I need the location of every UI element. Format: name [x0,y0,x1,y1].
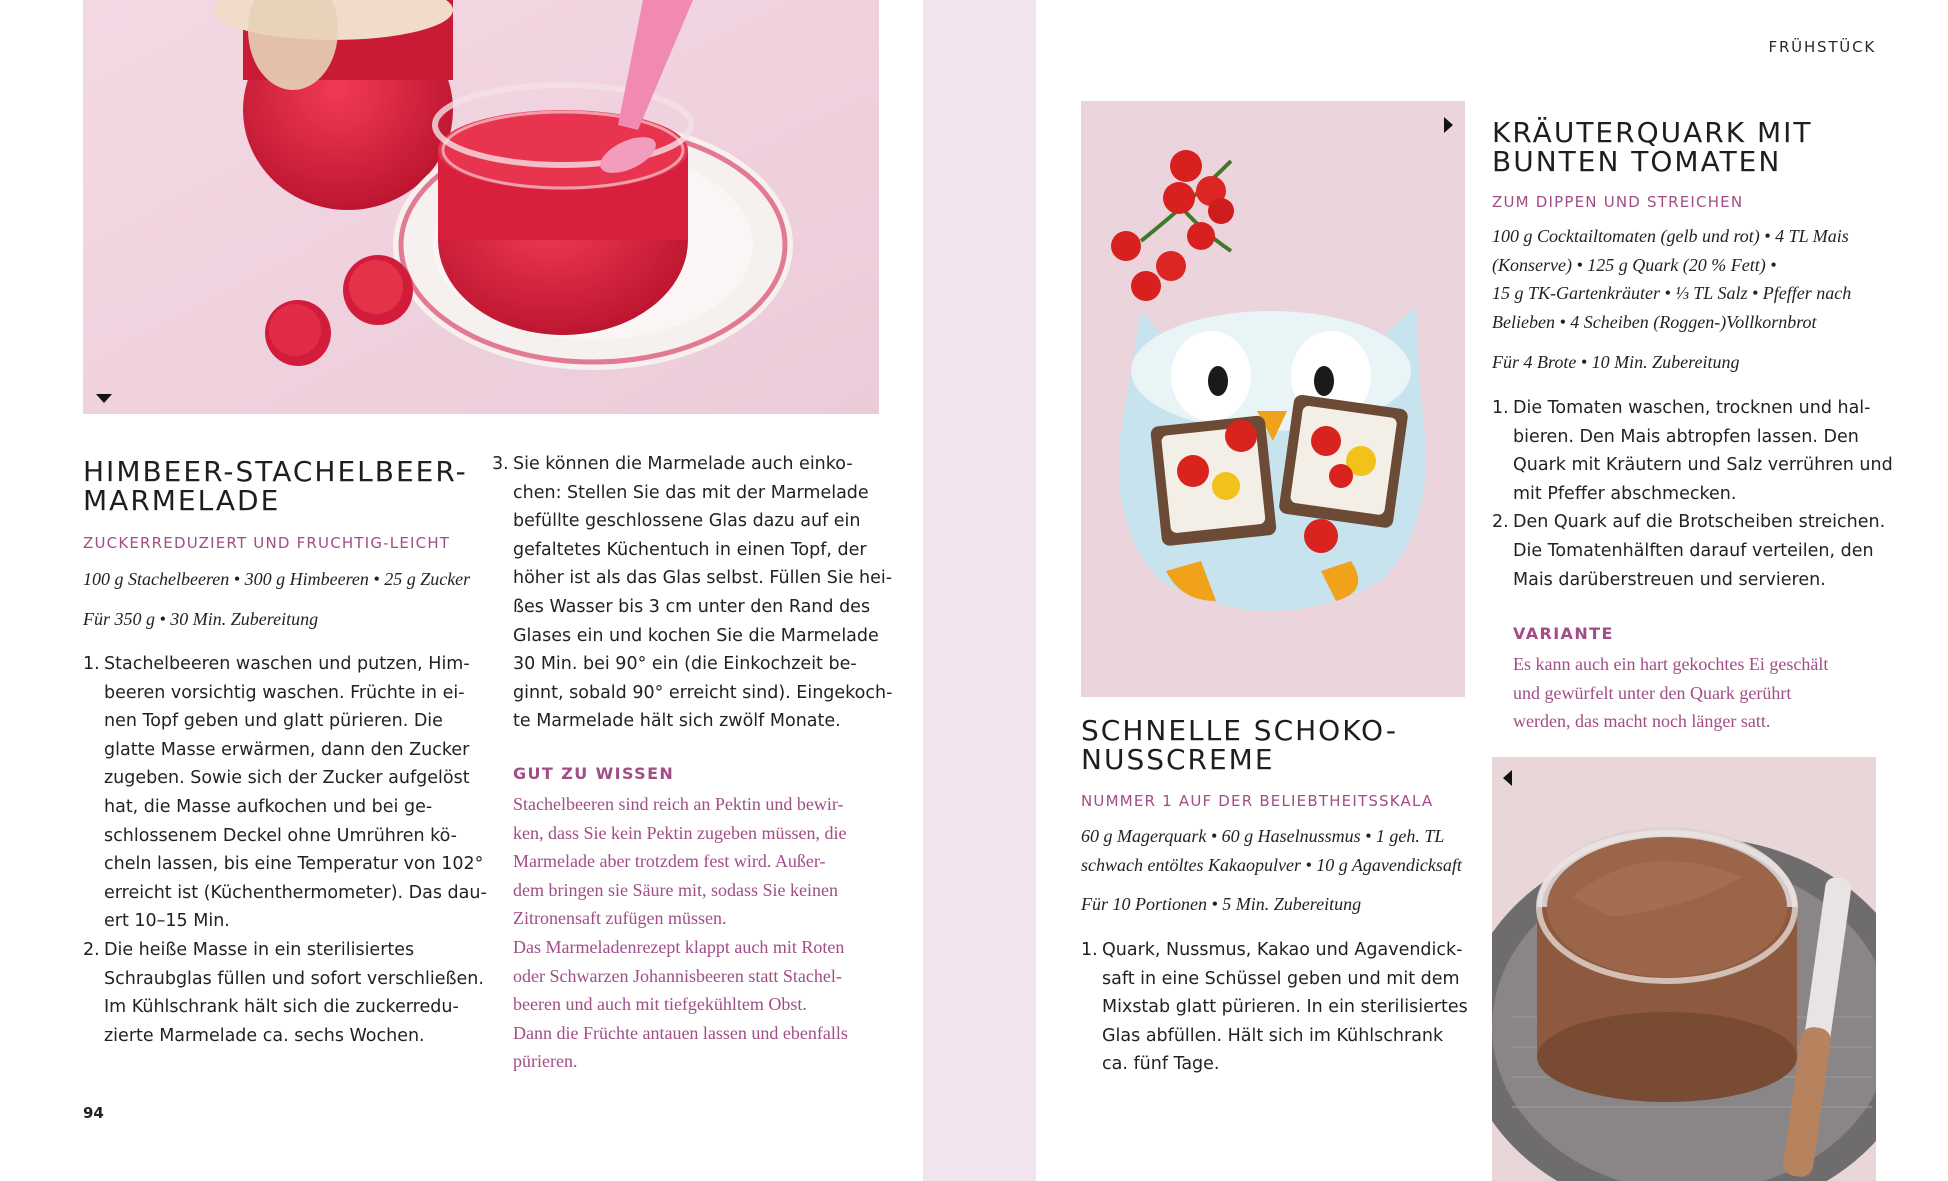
recipe-subtitle-himbeer: ZUCKERREDUZIERT UND FRUCHTIG-LEICHT [83,534,451,552]
yield-info-kraeuterquark: Für 4 Brote • 10 Min. Zubereitung [1492,352,1740,372]
ingredient-line: Belieben • 4 Scheiben (Roggen-)Vollkornbrot [1492,311,1817,332]
ingredient-list-schokonusscreme [1081,822,1462,879]
recipe-steps-himbeer-continued [492,450,892,736]
step-line: Quark, Nussmus, Kakao und Agavendick- [1102,940,1463,960]
page-number: 94 [83,1104,104,1122]
step-line: Glases ein und kochen Sie die Marmelade [513,625,879,646]
title-line: HIMBEER-STACHELBEER- [83,455,468,488]
tip-line: Das Marmeladenrezept klappt auch mit Roten [513,936,845,957]
recipe-steps-himbeer [83,650,487,1050]
raspberry-jam-photo [83,0,879,414]
step-line: Sie können die Marmelade auch einko- [513,454,853,474]
tip-line: oder Schwarzen Johannisbeeren statt Stachel- [513,965,842,986]
step-line: erreicht ist (Küchenthermometer). Das dau- [104,882,487,903]
recipe-steps-schokonusscreme [1081,936,1468,1079]
step-line: ginnt, sobald 90° erreicht sind). Eingekoch- [513,682,893,703]
ingredient-line: 60 g Magerquark • 60 g Haselnussmus • 1 geh. TL [1081,826,1445,846]
recipe-steps-kraeuterquark [1492,394,1893,594]
ingredient-list-kraeuterquark [1492,222,1851,336]
step-line: 30 Min. bei 90° ein (die Einkochzeit be- [513,654,857,675]
step-line: glatte Masse erwärmen, dann den Zucker [104,739,470,760]
tip-heading-gut-zu-wissen: GUT ZU WISSEN [513,764,675,783]
title-line: BUNTEN TOMATEN [1492,145,1782,178]
step-line: ßes Wasser bis 3 cm unter den Rand des [513,596,871,617]
tip-line: dem bringen sie Säure mit, sodass Sie keinen [513,879,838,900]
tip-text-gut-zu-wissen [513,790,848,1076]
step-line: te Marmelade hält sich zwölf Monate. [513,711,841,732]
step-line: hat, die Masse aufkochen und bei ge- [104,796,433,817]
step-number: 1. [83,654,100,674]
chocolate-spread-photo [1492,757,1876,1181]
tip-line: Marmelade aber trotzdem fest wird. Außer- [513,851,826,872]
step-line: gefaltetes Küchentuch in einen Topf, der [513,539,867,560]
step-line: Stachelbeeren waschen und putzen, Him- [104,654,470,674]
tip-line: Zitronensaft zufügen müssen. [513,908,727,929]
step-line: zugeben. Sowie sich der Zucker aufgelöst [104,768,470,789]
step-number: 1. [1081,940,1098,960]
step-line: beeren vorsichtig waschen. Früchte in ei- [104,682,465,703]
yield-info-himbeer: Für 350 g • 30 Min. Zubereitung [83,609,319,629]
tip-heading-variante: VARIANTE [1513,624,1614,643]
recipe-title-himbeer [83,457,468,515]
step-line: nen Topf geben und glatt pürieren. Die [104,711,443,732]
owl-plate-photo [1081,101,1465,697]
step-line: zierte Marmelade ca. sechs Wochen. [104,1025,425,1046]
ingredient-line: 100 g Cocktailtomaten (gelb und rot) • 4 TL Mais [1492,226,1849,246]
tip-line: pürieren. [513,1051,578,1072]
step-line: Den Quark auf die Brotscheiben streichen. [1513,512,1886,533]
step-line: mit Pfeffer abschmecken. [1513,483,1737,504]
step-line: saft in eine Schüssel geben und mit dem [1102,968,1460,989]
tip-line: Stachelbeeren sind reich an Pektin und bewir- [513,794,844,814]
caret-right-icon [1444,117,1453,133]
step-line: Quark mit Kräutern und Salz verrühren und [1513,455,1893,476]
tip-line: beeren und auch mit tiefgekühltem Obst. [513,994,807,1015]
step-line: chen: Stellen Sie das mit der Marmelade [513,482,869,503]
step-line: Glas abfüllen. Hält sich im Kühlschrank [1102,1025,1444,1046]
ingredient-line: 100 g Stachelbeeren • 300 g Himbeeren • 25 g Zucker [83,569,471,589]
step-line: Schraubglas füllen und sofort verschließen. [104,968,484,989]
tip-line: werden, das macht noch länger satt. [1513,711,1771,732]
step-line: Im Kühlschrank hält sich die zuckerredu- [104,997,459,1018]
tip-line: ken, dass Sie kein Pektin zugeben müssen, die [513,822,847,843]
title-line: MARMELADE [83,484,281,517]
step-line: schlossenem Deckel ohne Umrühren kö- [104,825,457,846]
ingredient-list-himbeer [83,565,470,594]
step-number: 2. [83,939,100,960]
caret-down-icon [96,394,112,403]
step-number: 3. [492,454,509,474]
caret-left-icon [1503,770,1512,786]
title-line: NUSSCREME [1081,743,1275,776]
step-line: Die heiße Masse in ein sterilisiertes [104,939,415,960]
recipe-title-schokonusscreme [1081,716,1398,774]
page-gutter-strip [923,0,1036,1181]
step-line: bieren. Den Mais abtropfen lassen. Den [1513,426,1859,447]
tip-text-variante [1513,650,1828,736]
step-line: befüllte geschlossene Glas dazu auf ein [513,511,861,532]
step-line: höher ist als das Glas selbst. Füllen Sie hei- [513,568,893,589]
recipe-title-kraeuterquark [1492,118,1813,176]
ingredient-line: (Konserve) • 125 g Quark (20 % Fett) • [1492,254,1777,275]
tip-line: Dann die Früchte antauen lassen und ebenfalls [513,1022,848,1043]
step-line: ca. fünf Tage. [1102,1054,1220,1075]
step-line: Mixstab glatt pürieren. In ein sterilisiertes [1102,997,1468,1018]
step-number: 2. [1492,512,1509,533]
step-line: cheln lassen, bis eine Temperatur von 102° [104,854,484,875]
ingredient-line: schwach entöltes Kakaopulver • 10 g Agavendicksaft [1081,854,1462,875]
step-line: ert 10–15 Min. [104,911,230,932]
ingredient-line: 15 g TK-Gartenkräuter • ⅓ TL Salz • Pfeffer nach [1492,283,1852,303]
tip-line: und gewürfelt unter den Quark gerührt [1513,682,1792,703]
step-number: 1. [1492,398,1509,418]
step-line: Die Tomaten waschen, trocknen und hal- [1513,398,1871,418]
section-label: FRÜHSTÜCK [1768,38,1876,56]
tip-line: Es kann auch ein hart gekochtes Ei geschält [1513,654,1829,674]
yield-info-schokonusscreme: Für 10 Portionen • 5 Min. Zubereitung [1081,894,1362,914]
step-line: Mais darüberstreuen und servieren. [1513,569,1826,590]
title-line: SCHNELLE SCHOKO- [1081,714,1398,747]
step-line: Die Tomatenhälften darauf verteilen, den [1513,540,1874,561]
recipe-subtitle-kraeuterquark: ZUM DIPPEN UND STREICHEN [1492,193,1744,211]
recipe-subtitle-schokonusscreme: NUMMER 1 AUF DER BELIEBTHEITSSKALA [1081,792,1434,810]
title-line: KRÄUTERQUARK MIT [1492,116,1813,149]
